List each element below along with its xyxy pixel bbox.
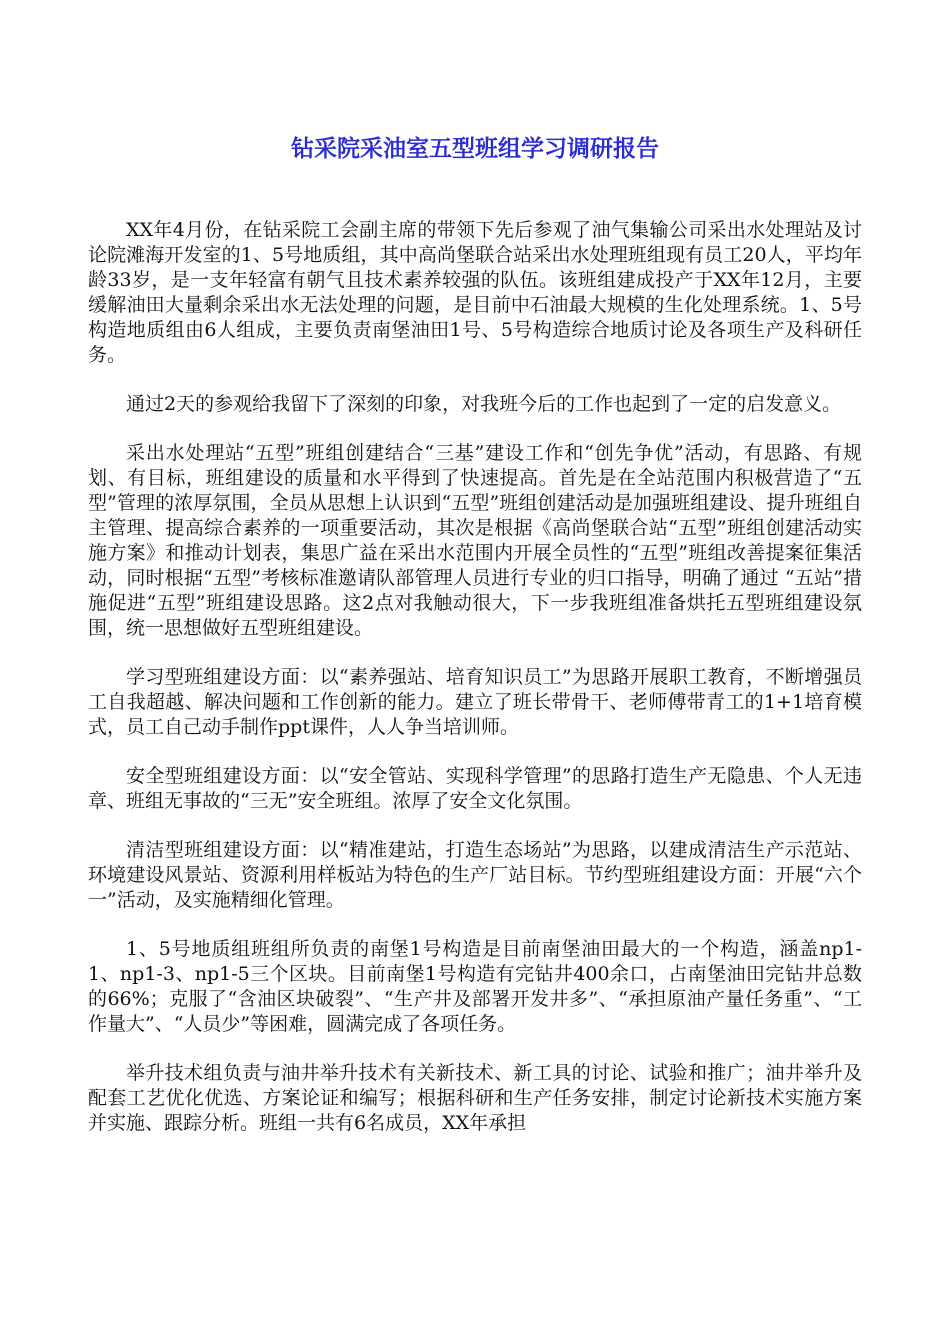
paragraph-4: 学习型班组建设方面：以“素养强站、培育知识员工”为思路开展职工教育，不断增强员工自我超越、解决问题和工作创新的能力。建立了班长带骨干、老师傅带青工的1+1培育模式，员工自己动手制作ppt课件，人人争当培训师。 xyxy=(88,666,862,738)
document-title: 钻采院采油室五型班组学习调研报告 xyxy=(291,136,659,162)
paragraph-8: 举升技术组负责与油井举升技术有关新技术、新工具的讨论、试验和推广；油井举升及配套工艺优化优选、方案论证和编写；根据科研和生产任务安排，制定讨论新技术实施方案并实施、跟踪分析。班组一共有6名成员，XX年承担 xyxy=(88,1062,862,1134)
paragraph-6: 清洁型班组建设方面：以“精准建站，打造生态场站”为思路，以建成清洁生产示范站、环境建设风景站、资源利用样板站为特色的生产厂站目标。节约型班组建设方面：开展“六个一”活动，及实施精细化管理。 xyxy=(88,839,862,911)
paragraph-5: 安全型班组建设方面：以“安全管站、实现科学管理”的思路打造生产无隐患、个人无违章、班组无事故的“三无”安全班组。浓厚了安全文化氛围。 xyxy=(88,765,862,812)
paragraph-2: 通过2天的参观给我留下了深刻的印象，对我班今后的工作也起到了一定的启发意义。 xyxy=(126,393,842,415)
paragraph-3: 采出水处理站“五型”班组创建结合“三基”建设工作和“创先争优”活动，有思路、有规划、有目标，班组建设的质量和水平得到了快速提高。首先是在全站范围内积极营造了“五型”管理的浓厚氛围，全员从思想上认识到“五型”班组创建活动是加强班组建设、提升班组自主管理、提高综合素养的一项重要活动，其次是根据《高尚堡联合站“五型”班组创建活动实施方案》和推动计划表，集思广益在采出水范围内开展全员性的“五型”班组改善提案征集活动，同时根据“五型”考核标准邀请队部管理人员进行专业的归口指导，明确了通过 “五站”措施促进“五型”班组建设思路。这2点对我触动很大，下一步我班组准备烘托五型班组建设氛围，统一思想做好五型班组建设。 xyxy=(88,442,862,639)
paragraph-7: 1、5号地质组班组所负责的南堡1号构造是目前南堡油田最大的一个构造，涵盖np1-1、np1-3、np1-5三个区块。目前南堡1号构造有完钻井400余口，占南堡油田完钻井总数的66%；克服了“含油区块破裂”、“生产井及部署开发井多”、“承担原油产量任务重”、“工作量大”、“人员少”等困难，圆满完成了各项任务。 xyxy=(88,938,862,1035)
paragraph-1: XX年4月份，在钻采院工会副主席的带领下先后参观了油气集输公司采出水处理站及讨论院滩海开发室的1、5号地质组，其中高尚堡联合站采出水处理班组现有员工20人，平均年龄33岁，是一支年轻富有朝气且技术素养较强的队伍。该班组建成投产于XX年12月，主要缓解油田大量剩余采出水无法处理的问题，是目前中石油最大规模的生化处理系统。1、5号构造地质组由6人组成，主要负责南堡油田1号、5号构造综合地质讨论及各项生产及科研任务。 xyxy=(88,219,862,366)
document-body xyxy=(88,218,862,1160)
